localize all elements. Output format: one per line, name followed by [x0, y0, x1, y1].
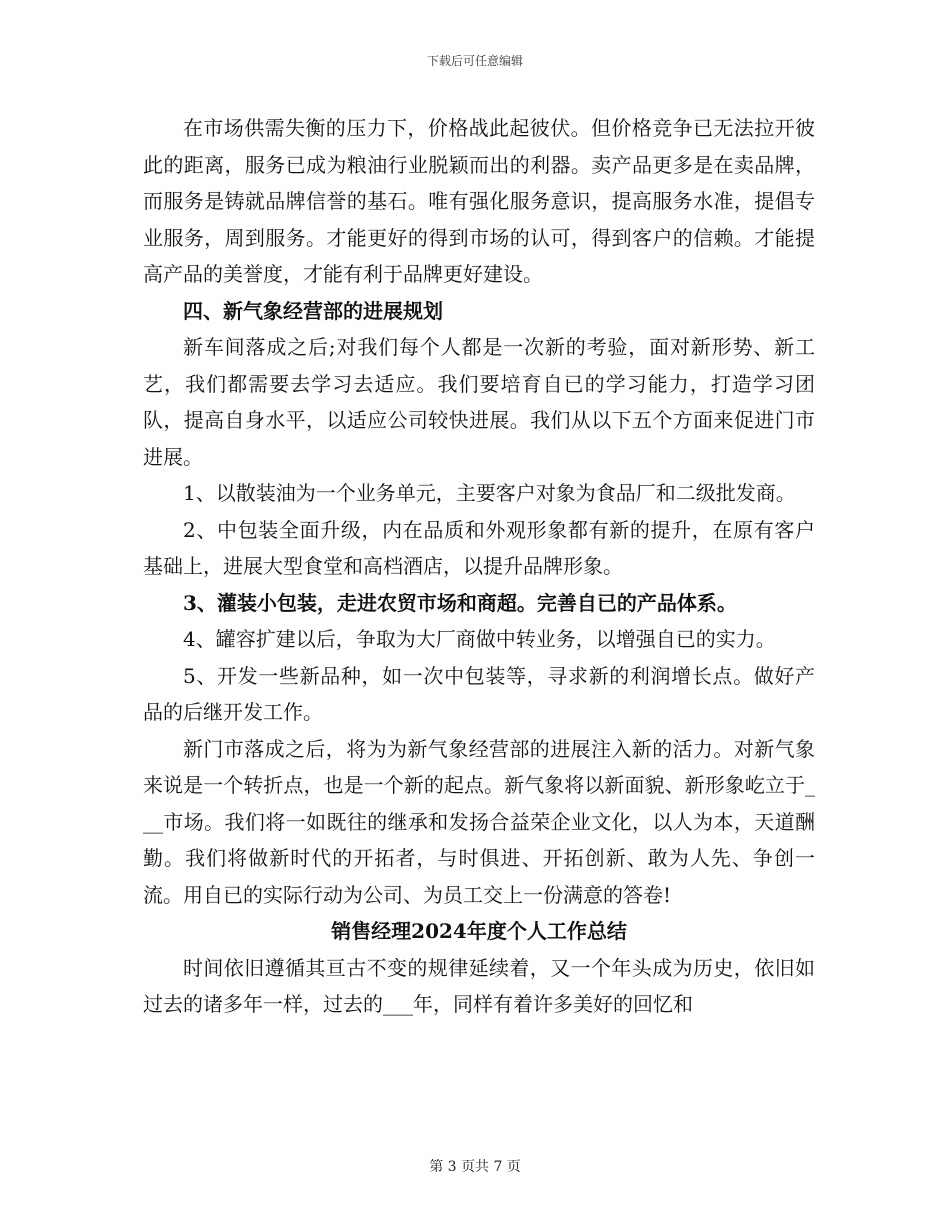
- list-item-1: 1、以散装油为一个业务单元，主要客户对象为食品厂和二级批发商。: [183, 481, 796, 505]
- list-item-5: 5、开发一些新品种，如一次中包装等，寻求新的利润增长点。做好产品的后继开发工作。: [143, 663, 815, 724]
- paragraph-summary-intro: 时间依旧遵循其亘古不变的规律延续着，又一个年头成为历史，依旧如过去的诸多年一样，过去的___年，同样有着许多美好的回忆和: [143, 955, 815, 1016]
- list-item-4: 4、罐容扩建以后，争取为大厂商做中转业务，以增强自已的实力。: [183, 627, 776, 651]
- section-heading: 四、新气象经营部的进展规划: [183, 298, 443, 323]
- page-footer: 第 3 页共 7 页: [429, 1159, 521, 1175]
- paragraph-service: 在市场供需失衡的压力下，价格战此起彼伏。但价格竞争已无法拉开彼此的距离，服务已成为粮油行业脱颖而出的利器。卖产品更多是在卖品牌，而服务是铸就品牌信誉的基石。唯有强化服务意识，提高服务水准，提倡专业服务，周到服务。才能更好的得到市场的认可，得到客户的信赖。才能提高产品的美誉度，才能有利于品牌更好建设。: [143, 116, 815, 286]
- page-header: 下载后可任意编辑: [426, 54, 523, 68]
- list-item-2: 2、中包装全面升级，内在品质和外观形象都有新的提升，在原有客户基础上，进展大型食堂和高档酒店，以提升品牌形象。: [143, 517, 815, 578]
- list-item-3: 3、灌装小包装，走进农贸市场和商超。完善自已的产品体系。: [183, 590, 737, 615]
- document-title: 销售经理2024年度个人工作总结: [331, 919, 627, 943]
- document-body: [143, 110, 815, 1023]
- paragraph-new-workshop: 新车间落成之后;对我们每个人都是一次新的考验，面对新形势、新工艺，我们都需要去学习去适应。我们要培育自已的学习能力，打造学习团队，提高自身水平，以适应公司较快进展。我们从以下五个方面来促进门市进展。: [143, 335, 815, 469]
- paragraph-new-store: 新门市落成之后，将为为新气象经营部的进展注入新的活力。对新气象来说是一个转折点，也是一个新的起点。新气象将以新面貌、新形象屹立于___市场。我们将一如既往的继承和发扬合益荣企业文化，以人为本，天道酬勤。我们将做新时代的开拓者，与时俱进、开拓创新、敢为人先、争创一流。用自已的实际行动为公司、为员工交上一份满意的答卷!: [143, 736, 815, 907]
